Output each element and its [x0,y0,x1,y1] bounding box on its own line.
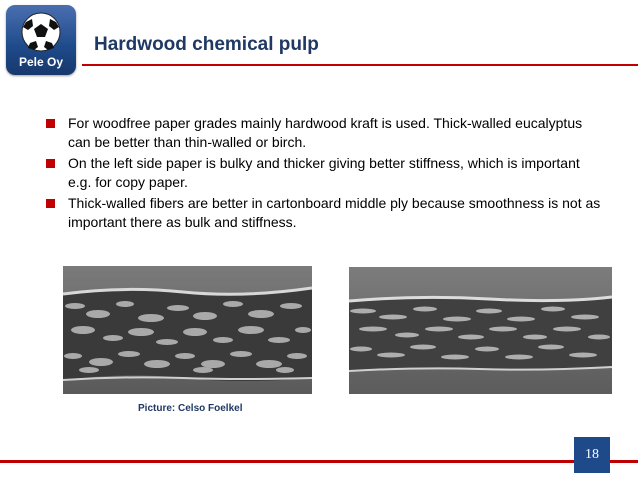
bullet-list [46,114,606,234]
pele-oy-logo [6,5,76,75]
bullet-text: For woodfree paper grades mainly hardwood kraft is used. Thick-walled eucalyptus can be better than thin-walled or birch. [68,115,583,150]
bullet-item [46,114,606,152]
title-divider [82,64,638,66]
square-bullet-icon [46,159,55,168]
picture-caption: Picture: Celso Foelkel [138,403,243,414]
page-number: 18 [574,437,610,473]
bullet-item [46,154,606,192]
micrograph-right [349,267,612,394]
bullet-text: On the left side paper is bulky and thicker giving better stiffness, which is important e.g. for copy paper. [68,155,580,190]
bullet-item [46,194,606,232]
slide-title: Hardwood chemical pulp [94,34,319,55]
square-bullet-icon [46,199,55,208]
bullet-text: Thick-walled fibers are better in cartonboard middle ply because smoothness is not as important there as bulk and stiffness. [68,195,601,230]
footer-divider [0,460,638,463]
logo-text: Pele Oy [18,55,64,69]
square-bullet-icon [46,119,55,128]
micrograph-left [63,266,312,394]
